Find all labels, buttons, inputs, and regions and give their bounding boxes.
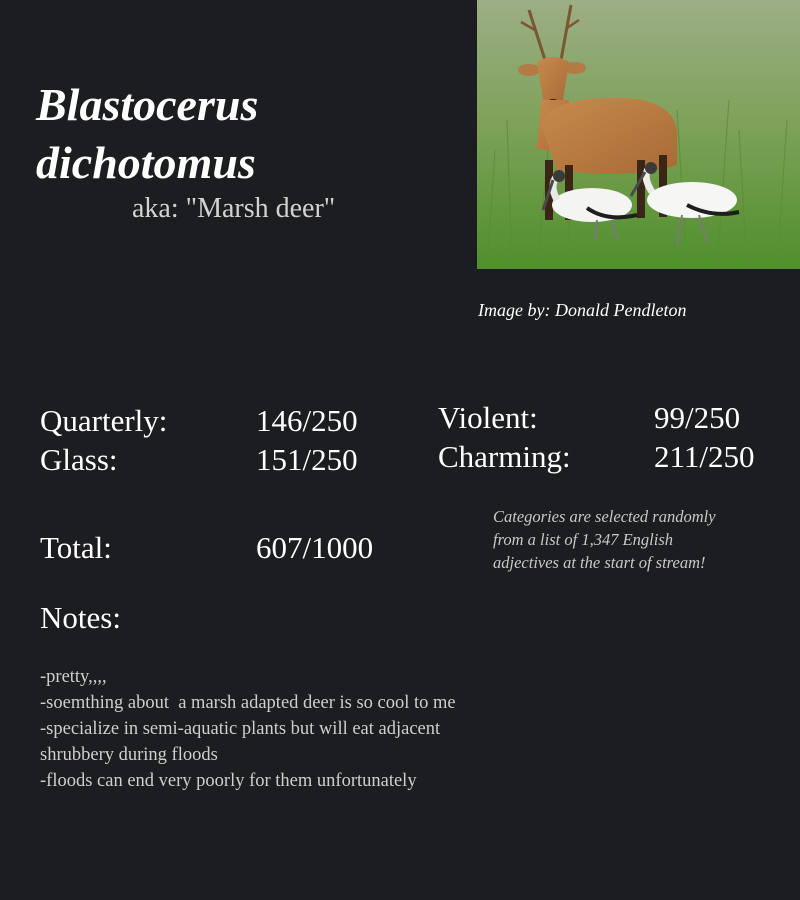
notes-list [40,664,510,794]
species-scientific-name [36,76,436,192]
score-label-glass: Glass: [40,442,118,477]
score-value-charming: 211/250 [654,439,755,474]
score-label-quarterly: Quarterly: [40,403,168,438]
species-name-line1: Blastocerus [36,79,259,130]
note-item: -floods can end very poorly for them unfortunately [40,771,417,791]
score-value-total: 607/1000 [256,530,374,565]
score-label-violent: Violent: [438,400,538,435]
image-credit: Image by: Donald Pendleton [478,300,687,320]
note-item: -soemthing about a marsh adapted deer is so cool to me [40,693,456,713]
note-item: -specialize in semi-aquatic plants but will eat adjacent shrubbery during floods [40,719,445,765]
deer-photo [477,0,800,269]
notes-heading: Notes: [40,600,121,635]
score-value-quarterly: 146/250 [256,403,358,438]
score-label-charming: Charming: [438,439,571,474]
score-label-total: Total: [40,530,112,565]
species-name-line2: dichotomus [36,137,256,188]
common-name: aka: "Marsh deer" [132,193,336,224]
categories-note: Categories are selected randomly from a list of 1,347 English adjectives at the start of stream! [493,507,716,572]
score-value-violent: 99/250 [654,400,741,435]
note-item: -pretty,,,, [40,667,107,687]
score-value-glass: 151/250 [256,442,358,477]
